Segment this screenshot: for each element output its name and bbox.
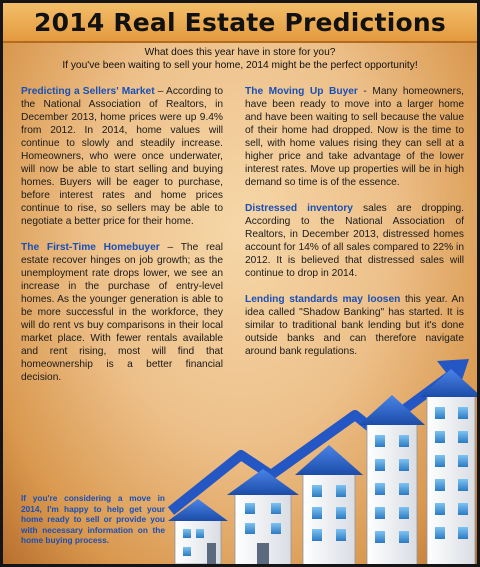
- lending-heading: Lending standards may loosen: [245, 294, 401, 305]
- right-column: [245, 85, 464, 371]
- moving-up-body: - Many homeowners, have been ready to move into a larger home and have been waiting to sell because the value of their home had dropped. Now is the time to sell, with home values rising they can sell at a higher price and take advantage of the lower interest rates. Move up properties will be in high demand so time is of the essence.: [245, 86, 464, 188]
- house-tallest: [420, 369, 480, 565]
- intro-question: What does this year have in store for you?: [144, 47, 336, 58]
- lending-paragraph: [245, 293, 464, 358]
- house-small: [168, 499, 228, 564]
- house-tall: [359, 395, 425, 565]
- contact-note: If you're considering a move in 2014, I'm happy to help get your home ready to sell or provide you with necessary information on the home buying process.: [21, 493, 165, 545]
- sellers-market-heading: Predicting a Sellers' Market: [21, 86, 155, 97]
- title-bar: [3, 3, 477, 43]
- moving-up-paragraph: [245, 85, 464, 189]
- distressed-body: sales are dropping. According to the National Association of Realtors, in December 2013, distressed homes account for 14% of all sales compared to 22% in 2012. It is believed that distressed sales will continue to drop in 2014.: [245, 203, 464, 279]
- moving-up-heading: The Moving Up Buyer: [245, 86, 358, 97]
- house-large: [295, 445, 363, 565]
- lending-body: this year. An idea called "Shadow Banking" has started. It is similar to traditional bank lending but it's done outside banks and can therefore navigate around bank regulations.: [245, 294, 464, 357]
- first-time-buyer-body: – The real estate recover hinges on job growth; as the unemployment rate drops lower, we see an increase in the purchase of entry-level homes. As the younger generation is able to be more successful in the workforce, they will do rent vs buy comparisons in their local market place. With fewer rentals available and rent rising, most will find that homeownership is a better financial decision.: [21, 242, 223, 383]
- distressed-heading: Distressed inventory: [245, 203, 353, 214]
- page-title: 2014 Real Estate Predictions: [34, 7, 446, 37]
- sellers-market-paragraph: [21, 85, 223, 228]
- house-medium: [227, 469, 299, 565]
- distressed-paragraph: [245, 202, 464, 280]
- left-column: [21, 85, 223, 397]
- sellers-market-body: – According to the National Association of Realtors, in December 2013, home prices were up 9.4% from 2012. In 2014, home values will continue to slowly and steadily increase. Homeowners, who were once underwater, will now be able to start selling and buying homes. Buyers will be eager to purchase, before interest rates and home prices continue to rise, so sellers may be able to negotiate a better price for their home.: [21, 86, 223, 227]
- first-time-buyer-heading: The First-Time Homebuyer: [21, 242, 160, 253]
- first-time-buyer-paragraph: [21, 241, 223, 384]
- intro-statement: If you've been waiting to sell your home, 2014 might be the perfect opportunity!: [62, 60, 418, 71]
- intro: [3, 46, 477, 72]
